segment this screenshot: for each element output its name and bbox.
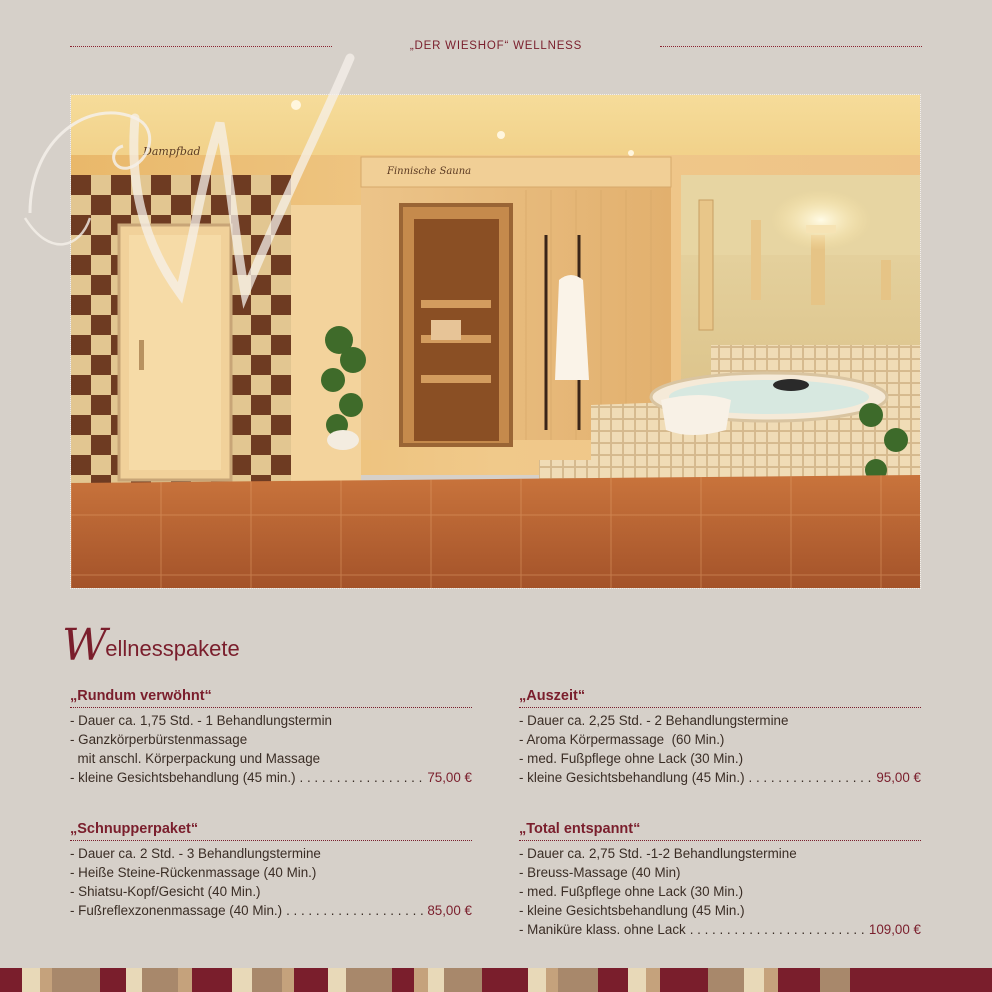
- package-line-text: - med. Fußpflege ohne Lack (30 Min.): [519, 751, 744, 766]
- package-line: [519, 749, 921, 768]
- footer-stripe: [444, 968, 482, 992]
- package-name: „Schnupperpaket“: [70, 821, 472, 841]
- steam-room-sign: Dampfbad: [143, 145, 201, 158]
- section-title: [62, 618, 240, 671]
- footer-stripe: [764, 968, 778, 992]
- footer-stripe: [528, 968, 546, 992]
- footer-stripe: [0, 968, 22, 992]
- footer-stripe: [294, 968, 328, 992]
- package-line-text: - Ganzkörperbürstenmassage: [70, 732, 248, 747]
- package-auszeit: [519, 688, 921, 787]
- package-name: „Rundum verwöhnt“: [70, 688, 472, 708]
- package-line: [70, 749, 472, 768]
- dot-leader: [300, 768, 424, 787]
- package-line-text: - Dauer ca. 1,75 Std. - 1 Behandlungstermin: [70, 713, 333, 728]
- footer-stripe: [346, 968, 392, 992]
- section-title-initial: W: [62, 620, 108, 671]
- package-line-text: - Maniküre klass. ohne Lack: [519, 922, 686, 937]
- package-price: 85,00 €: [427, 903, 472, 918]
- package-line: [70, 711, 472, 730]
- package-line-text: - med. Fußpflege ohne Lack (30 Min.): [519, 884, 744, 899]
- footer-stripe: [126, 968, 142, 992]
- package-price: 75,00 €: [427, 770, 472, 785]
- header-rule-right: [660, 46, 922, 47]
- package-line: [70, 863, 472, 882]
- footer-stripe: [778, 968, 820, 992]
- package-line: [519, 882, 921, 901]
- package-line-text: - Shiatsu-Kopf/Gesicht (40 Min.): [70, 884, 261, 899]
- footer-stripe: [628, 968, 646, 992]
- footer-stripe: [482, 968, 528, 992]
- package-line: [70, 882, 472, 901]
- package-line-text: - kleine Gesichtsbehandlung (45 min.): [70, 770, 296, 785]
- footer-stripe: [22, 968, 40, 992]
- package-name: „Auszeit“: [519, 688, 921, 708]
- header-title: „DER WIESHOF“ WELLNESS: [409, 40, 583, 52]
- sauna-sign: Finnische Sauna: [387, 166, 472, 177]
- footer-stripe: [708, 968, 744, 992]
- footer-stripe: [282, 968, 294, 992]
- dot-leader: [749, 768, 873, 787]
- footer-stripe: [820, 968, 850, 992]
- package-line: [519, 711, 921, 730]
- package-line-text: - Dauer ca. 2,25 Std. - 2 Behandlungstermine: [519, 713, 789, 728]
- package-name: „Total entspannt“: [519, 821, 921, 841]
- package-line-with-price: [519, 768, 921, 787]
- package-line-text: mit anschl. Körperpackung und Massage: [70, 751, 321, 766]
- package-schnupperpaket: [70, 821, 472, 920]
- package-line-text: - Fußreflexzonenmassage (40 Min.): [70, 903, 283, 918]
- package-total-entspannt: [519, 821, 921, 939]
- footer-stripe: [850, 968, 992, 992]
- package-rundum-verwoehnt: [70, 688, 472, 787]
- package-line-with-price: [70, 768, 472, 787]
- package-line-with-price: [70, 901, 472, 920]
- package-line-text: - Dauer ca. 2,75 Std. -1-2 Behandlungstermine: [519, 846, 797, 861]
- footer-stripe: [328, 968, 346, 992]
- package-line: [519, 844, 921, 863]
- footer-stripe: [660, 968, 708, 992]
- package-line-text: - kleine Gesichtsbehandlung (45 Min.): [519, 770, 745, 785]
- footer-stripe: [52, 968, 100, 992]
- package-line-text: - Dauer ca. 2 Std. - 3 Behandlungstermine: [70, 846, 321, 861]
- section-title-text: ellnesspakete: [105, 636, 240, 661]
- header-rule-left: [70, 46, 332, 47]
- footer-stripe: [646, 968, 660, 992]
- footer-stripe: [392, 968, 414, 992]
- footer-stripe: [142, 968, 178, 992]
- footer-stripe: [558, 968, 598, 992]
- footer-stripe: [744, 968, 764, 992]
- footer-stripe: [192, 968, 232, 992]
- package-line-text: - Breuss-Massage (40 Min): [519, 865, 681, 880]
- package-line: [519, 863, 921, 882]
- package-line: [70, 730, 472, 749]
- footer-stripe: [40, 968, 52, 992]
- package-line-with-price: [519, 920, 921, 939]
- dot-leader: [286, 901, 423, 920]
- footer-stripe: [100, 968, 126, 992]
- dot-leader: [690, 920, 865, 939]
- package-price: 95,00 €: [876, 770, 921, 785]
- package-price: 109,00 €: [868, 922, 921, 937]
- package-line-text: - Aroma Körpermassage (60 Min.): [519, 732, 725, 747]
- wellness-room-illustration: [71, 95, 920, 588]
- footer-stripe: [232, 968, 252, 992]
- footer-stripe: [252, 968, 282, 992]
- package-line: [519, 730, 921, 749]
- package-line: [70, 844, 472, 863]
- package-line: [519, 901, 921, 920]
- footer-stripe: [546, 968, 558, 992]
- footer-stripe: [178, 968, 192, 992]
- page-header: [70, 36, 922, 56]
- package-line-text: - Heiße Steine-Rückenmassage (40 Min.): [70, 865, 317, 880]
- footer-stripe: [428, 968, 444, 992]
- package-line-text: - kleine Gesichtsbehandlung (45 Min.): [519, 903, 745, 918]
- footer-stripe: [414, 968, 428, 992]
- footer-stripe: [598, 968, 628, 992]
- footer-stripe-band: [0, 968, 992, 992]
- wellness-photo: [71, 95, 920, 588]
